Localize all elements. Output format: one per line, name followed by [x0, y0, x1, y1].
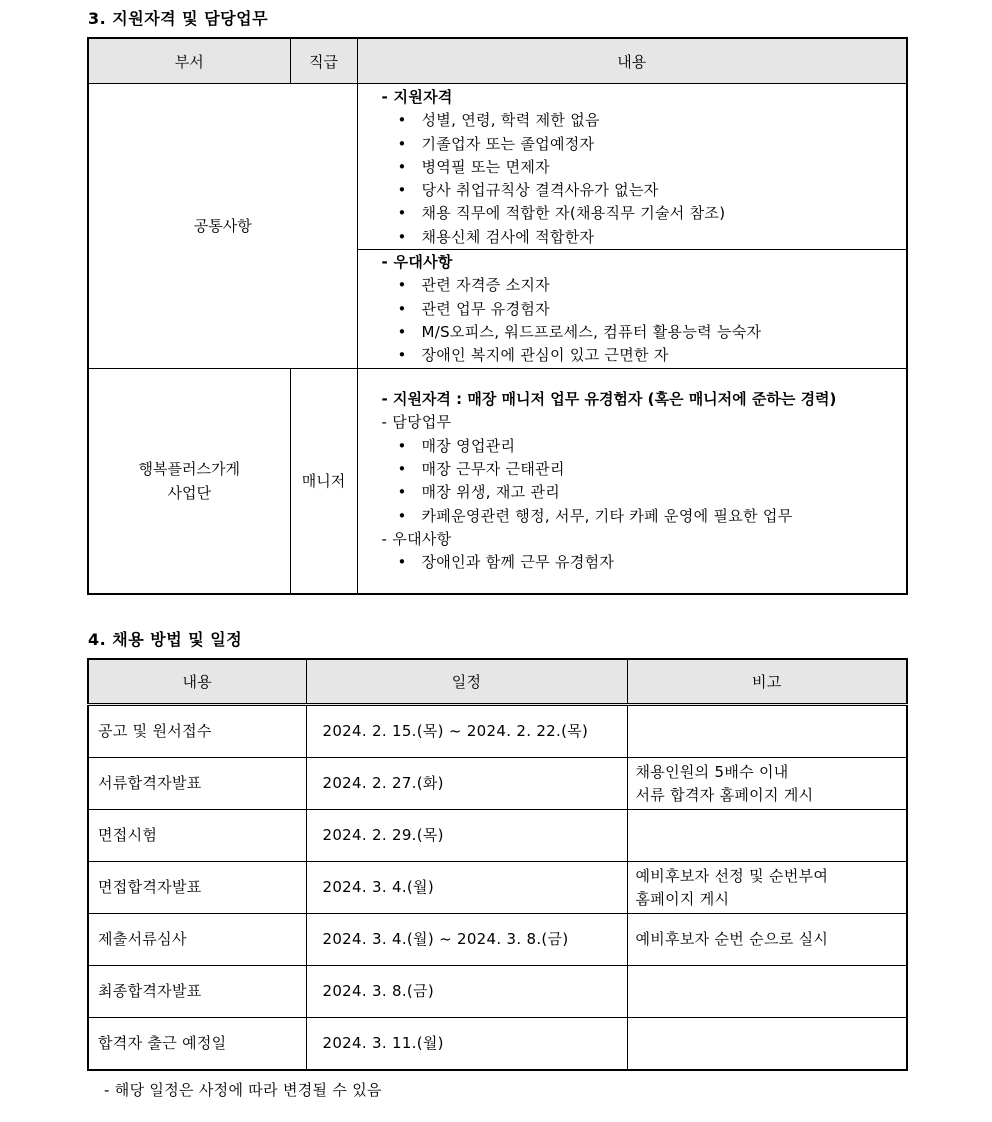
- schedule-note-line: 홈페이지 게시: [635, 889, 730, 908]
- preference-heading: - 우대사항: [381, 253, 453, 272]
- preference-list: [382, 274, 907, 367]
- qualification-item: • 채용신체 검사에 적합한자: [382, 226, 907, 249]
- schedule-content-cell: 면접합격자발표: [88, 862, 306, 914]
- table-row: [88, 705, 907, 758]
- manager-content-cell: [357, 369, 907, 595]
- table-row: [88, 1018, 907, 1071]
- manager-preference-heading: - 우대사항: [381, 529, 452, 548]
- schedule-note-line: 서류 합격자 홈페이지 게시: [635, 785, 814, 804]
- schedule-content-cell: 합격자 출근 예정일: [88, 1018, 306, 1071]
- qualification-item: • 성별, 연령, 학력 제한 없음: [382, 109, 907, 132]
- table-row: [88, 966, 907, 1018]
- schedule-footnote: - 해당 일정은 사정에 따라 변경될 수 있음: [104, 1081, 382, 1099]
- manager-qualification: - 지원자격 : 매장 매니저 업무 유경험자 (혹은 매니저에 준하는 경력): [381, 390, 837, 409]
- table-row: [88, 84, 907, 250]
- section3-title: 3. 지원자격 및 담당업무: [88, 9, 269, 28]
- preference-item: • 장애인 복지에 관심이 있고 근면한 자: [382, 344, 907, 367]
- qualification-item: • 기졸업자 또는 졸업예정자: [382, 133, 907, 156]
- schedule-note-line: 예비후보자 선정 및 순번부여: [635, 866, 829, 885]
- manager-dept-line2: 사업단: [167, 484, 211, 503]
- duty-item: • 매장 근무자 근태관리: [382, 458, 907, 481]
- manager-dept-line1: 행복플러스가게: [138, 460, 240, 479]
- table-row: [88, 810, 907, 862]
- header-schedule: 일정: [306, 659, 627, 705]
- manager-preference-item: • 장애인과 함께 근무 유경험자: [382, 551, 907, 574]
- header-rank: 직급: [290, 38, 357, 84]
- schedule-date-cell: 2024. 3. 4.(월): [306, 862, 627, 914]
- schedule-note-cell: [627, 1018, 907, 1071]
- schedule-table: [87, 658, 908, 1071]
- manager-rank-cell: 매니저: [290, 369, 357, 595]
- table-row: [88, 914, 907, 966]
- common-dept-cell: 공통사항: [88, 84, 357, 369]
- schedule-note-cell: [627, 758, 907, 810]
- manager-preference-list: [382, 551, 907, 574]
- schedule-content-cell: 면접시험: [88, 810, 306, 862]
- qualification-item: • 채용 직무에 적합한 자(채용직무 기술서 참조): [382, 202, 907, 225]
- manager-dept-cell: [88, 369, 290, 595]
- schedule-date-cell: 2024. 2. 29.(목): [306, 810, 627, 862]
- schedule-content-cell: 공고 및 원서접수: [88, 705, 306, 758]
- schedule-content-cell: 서류합격자발표: [88, 758, 306, 810]
- section4-title: 4. 채용 방법 및 일정: [88, 630, 243, 649]
- header-dept: 부서: [88, 38, 290, 84]
- table-row: [88, 862, 907, 914]
- header-note: 비고: [627, 659, 907, 705]
- duty-item: • 매장 영업관리: [382, 435, 907, 458]
- schedule-note-cell: [627, 705, 907, 758]
- common-qualification-cell: [357, 84, 907, 250]
- schedule-date-cell: 2024. 3. 8.(금): [306, 966, 627, 1018]
- duties-list: [382, 435, 907, 528]
- duties-heading: - 담당업무: [381, 413, 452, 432]
- qualification-item: • 당사 취업규칙상 결격사유가 없는자: [382, 179, 907, 202]
- table-header-row: [88, 659, 907, 705]
- schedule-date-cell: 2024. 3. 4.(월) ~ 2024. 3. 8.(금): [306, 914, 627, 966]
- table-header-row: [88, 38, 907, 84]
- common-preference-cell: [357, 250, 907, 369]
- preference-item: • 관련 자격증 소지자: [382, 274, 907, 297]
- duty-item: • 카페운영관련 행정, 서무, 기타 카페 운영에 필요한 업무: [382, 505, 907, 528]
- schedule-note-line: 채용인원의 5배수 이내: [635, 762, 789, 781]
- schedule-note-cell: [627, 862, 907, 914]
- qualification-heading: - 지원자격: [381, 88, 453, 106]
- schedule-date-cell: 2024. 2. 15.(목) ~ 2024. 2. 22.(목): [306, 705, 627, 758]
- schedule-content-cell: 제출서류심사: [88, 914, 306, 966]
- schedule-note-cell: [627, 810, 907, 862]
- schedule-note-cell: [627, 966, 907, 1018]
- schedule-content-cell: 최종합격자발표: [88, 966, 306, 1018]
- header-content: 내용: [357, 38, 907, 84]
- table-row: [88, 758, 907, 810]
- qualification-table: [87, 37, 908, 595]
- preference-item: • M/S오피스, 워드프로세스, 컴퓨터 활용능력 능숙자: [382, 321, 907, 344]
- schedule-note-line: 예비후보자 순번 순으로 실시: [635, 930, 829, 948]
- preference-item: • 관련 업무 유경험자: [382, 298, 907, 321]
- schedule-date-cell: 2024. 3. 11.(월): [306, 1018, 627, 1071]
- header-content: 내용: [88, 659, 306, 705]
- qualification-list: [382, 109, 907, 249]
- table-row: [88, 369, 907, 595]
- schedule-note-cell: [627, 914, 907, 966]
- schedule-date-cell: 2024. 2. 27.(화): [306, 758, 627, 810]
- duty-item: • 매장 위생, 재고 관리: [382, 481, 907, 504]
- qualification-item: • 병역필 또는 면제자: [382, 156, 907, 179]
